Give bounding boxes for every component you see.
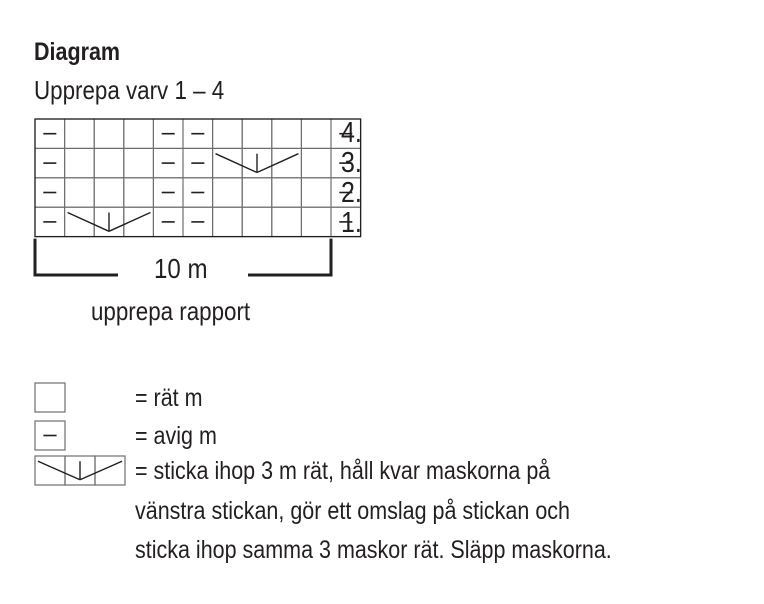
stitch-count-label: 10 m xyxy=(154,253,208,284)
chart-cell xyxy=(94,148,124,177)
chart-cell xyxy=(65,178,95,207)
legend-cluster-text-line-3: sticka ihop samma 3 maskor rät. Släpp maskorna. xyxy=(135,536,612,564)
chart-cell xyxy=(213,178,243,207)
legend-knit-text: = rät m xyxy=(135,384,203,412)
chart-cell xyxy=(94,178,124,207)
chart-cell xyxy=(272,207,302,236)
row-label-4: 4. xyxy=(341,117,362,149)
chart-cell xyxy=(242,207,272,236)
chart-cell xyxy=(124,178,154,207)
chart-cell xyxy=(65,119,95,148)
chart-cell xyxy=(124,148,154,177)
chart-cell xyxy=(301,148,331,177)
diagram-title: Diagram xyxy=(34,38,121,66)
row-label-1: 1. xyxy=(341,207,362,239)
diagram-subtitle: Upprepa varv 1 – 4 xyxy=(34,75,225,105)
chart-cell xyxy=(301,119,331,148)
row-label-3: 3. xyxy=(341,147,362,179)
chart-cell xyxy=(242,119,272,148)
legend-cluster-text-line-2: vänstra stickan, gör ett omslag på stickan och xyxy=(135,497,570,525)
chart-cell xyxy=(65,148,95,177)
legend-cluster-text-line-1: = sticka ihop 3 m rät, håll kvar maskorna på xyxy=(135,457,551,485)
row-label-2: 2. xyxy=(341,177,362,209)
cluster-symbol xyxy=(68,212,151,231)
legend-cluster-symbol xyxy=(38,461,122,480)
cluster-symbol xyxy=(216,154,299,173)
chart-cell xyxy=(301,178,331,207)
chart-cell xyxy=(124,119,154,148)
chart-cell xyxy=(272,119,302,148)
chart-cell xyxy=(94,119,124,148)
legend-knit-symbol xyxy=(35,383,65,412)
chart-cell xyxy=(272,178,302,207)
chart-cell xyxy=(242,178,272,207)
chart-cell xyxy=(301,207,331,236)
repeat-label: upprepa rapport xyxy=(91,296,251,326)
legend-purl-text: = avig m xyxy=(135,422,217,450)
chart-cell xyxy=(213,119,243,148)
chart-cell xyxy=(213,207,243,236)
